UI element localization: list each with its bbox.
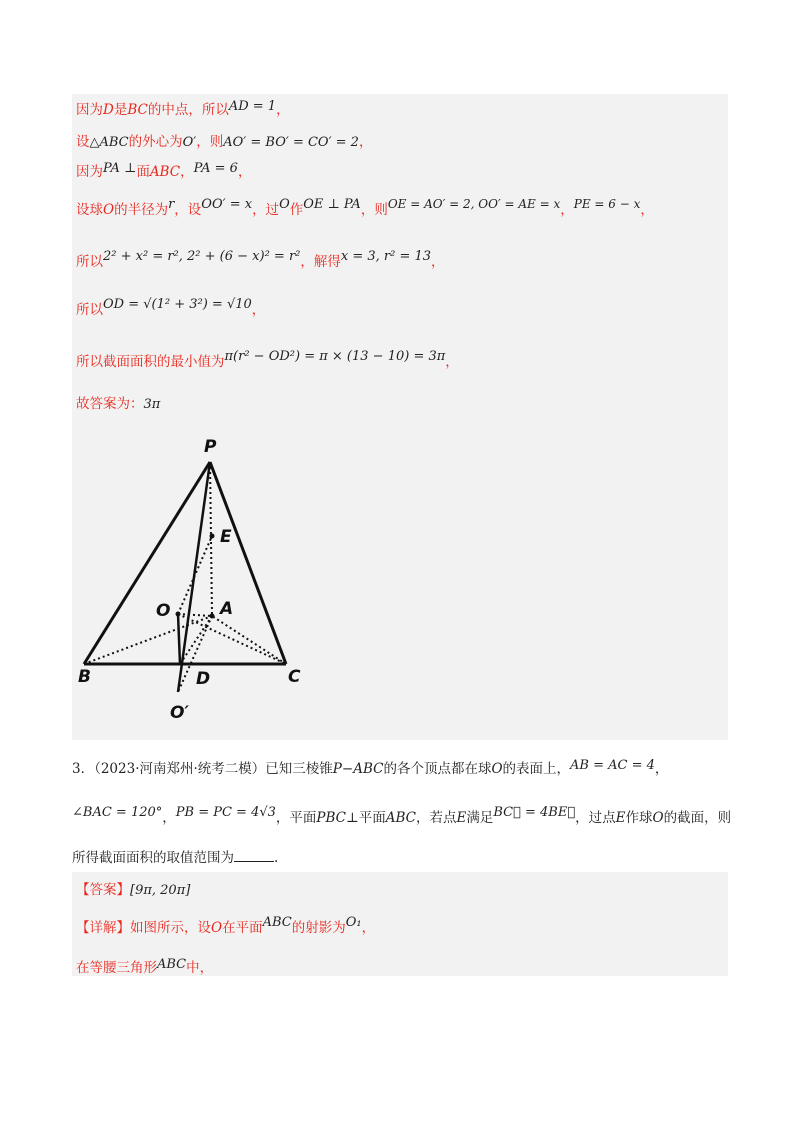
text: ，过 [252, 202, 280, 218]
var: E [456, 810, 467, 826]
text: 所得截面面积的取值范围为 [72, 850, 234, 866]
text: 故答案为： [76, 396, 144, 412]
text: ，过点 [575, 810, 616, 826]
text: ， [654, 761, 669, 777]
text: ，设 [174, 202, 202, 218]
solution-line-2 [76, 130, 372, 150]
text: 在等腰三角形 [76, 960, 157, 976]
text: 所以 [76, 254, 103, 270]
solution-line-8 [76, 392, 160, 412]
math: OO′ = x [201, 197, 253, 212]
text: 因为 [76, 102, 103, 118]
text: ，则 [196, 134, 224, 150]
math: O₁ [345, 915, 362, 930]
point-A [210, 614, 215, 619]
text: 的各个顶点都在球 [383, 761, 492, 777]
answer-line [76, 878, 190, 898]
text: 的中点，所以 [147, 102, 229, 118]
edge-PB [84, 462, 210, 664]
label-O-prime: O′ [170, 703, 189, 723]
math: PA ⊥ [103, 161, 137, 176]
text: 在平面 [222, 920, 263, 936]
text: 所以 [76, 302, 103, 318]
detail-line-1 [76, 916, 375, 936]
solution-line-5 [76, 250, 445, 270]
math: O [279, 197, 290, 212]
label-B: B [78, 667, 91, 687]
text: 因为 [76, 164, 103, 180]
text: 是 [113, 102, 128, 118]
text: ， [276, 102, 290, 118]
question-3-line-3 [72, 846, 278, 866]
text: 满足 [466, 810, 494, 826]
pyramid-figure [72, 430, 372, 730]
var: ABC [385, 810, 416, 826]
var: E [615, 810, 626, 826]
question-source: （2023·河南郑州·统考二模） [94, 761, 266, 777]
math: OE = AO′ = 2, OO′ = AE = x [387, 197, 561, 211]
question-number: 3． [72, 761, 95, 777]
math: OE ⊥ PA [303, 197, 361, 212]
text: 面 [136, 164, 150, 180]
answer-blank [234, 849, 274, 862]
text: ，则 [360, 202, 388, 218]
detail-tag: 【详解】 [76, 920, 130, 936]
math: PE = 6 − x [573, 197, 641, 211]
label-O: O [156, 601, 171, 621]
question-3-line-2 [72, 806, 731, 826]
math: BC⃗ = 4BE⃗ [493, 805, 576, 820]
text: ， [251, 302, 266, 318]
segment-OD [178, 614, 180, 664]
text: ， [445, 354, 459, 370]
label-A: A [220, 599, 234, 619]
text: ， [237, 164, 252, 180]
text: 的半径为 [114, 202, 169, 218]
text: 设球 [76, 202, 103, 218]
var: BC [127, 102, 148, 118]
var: O [211, 920, 223, 936]
text: 如图所示，设 [130, 920, 211, 936]
math: PB = PC = 4√3 [175, 805, 276, 820]
text: 中， [186, 960, 214, 976]
math: ABC [157, 957, 187, 972]
label-P: P [204, 437, 217, 457]
text: ⊥平面 [346, 810, 386, 826]
text: ，若点 [415, 810, 457, 826]
edge-CA [212, 616, 286, 664]
text: ，平面 [275, 810, 317, 826]
point-O [176, 612, 181, 617]
detail-line-2 [76, 956, 213, 976]
question-3-line-1 [72, 757, 668, 777]
text: ， [180, 164, 194, 180]
math: r [168, 197, 175, 212]
var: D [103, 102, 114, 118]
text: 的外心为 [128, 134, 183, 150]
math: x = 3, r² = 13 [340, 249, 432, 264]
text: ， [560, 202, 574, 218]
text: 已知三棱锥 [265, 761, 333, 777]
solution-line-3 [76, 160, 251, 180]
var: O [491, 761, 503, 777]
label-C: C [288, 667, 301, 687]
text: 作 [289, 202, 304, 218]
math: AO′ = BO′ = CO′ = 2 [223, 135, 359, 150]
var: ABC [149, 164, 181, 180]
var: O [652, 810, 664, 826]
label-D: D [196, 669, 211, 689]
math: AB = AC = 4 [570, 758, 655, 773]
math: AD = 1 [228, 99, 277, 114]
text: ， [640, 202, 654, 218]
math: π(r² − OD²) = π × (13 − 10) = 3π [224, 349, 446, 364]
answer-value: 3π [143, 397, 161, 412]
math: ∠BAC = 120° [72, 805, 163, 820]
text: . [274, 850, 279, 866]
answer-value: [9π, 20π] [130, 883, 191, 898]
text: ， [361, 920, 376, 936]
solution-line-1 [76, 98, 290, 118]
math: O′ [182, 135, 197, 150]
text: ， [431, 254, 445, 270]
text: 作球 [625, 810, 653, 826]
point-E [210, 534, 215, 539]
text: 的表面上， [502, 761, 571, 777]
text: ，解得 [300, 254, 341, 270]
text: ， [358, 134, 373, 150]
math: ABC [262, 915, 292, 930]
answer-tag: 【答案】 [76, 882, 130, 898]
math: OD = √(1² + 3²) = √10 [103, 297, 252, 312]
text: ， [162, 810, 176, 826]
var: PBC [316, 810, 346, 826]
label-E: E [220, 527, 232, 547]
edge-PC [210, 462, 286, 664]
math: △ABC [89, 135, 129, 150]
var: O [103, 202, 115, 218]
text: 的截面，则 [663, 810, 732, 826]
solution-line-4 [76, 198, 654, 218]
text: 设 [76, 134, 90, 150]
math: 2² + x² = r², 2² + (6 − x)² = r² [103, 249, 301, 264]
text: 的射影为 [291, 920, 346, 936]
text: 所以截面面积的最小值为 [76, 354, 225, 370]
math: PA = 6 [193, 161, 238, 176]
solution-line-7 [76, 350, 459, 370]
var: P−ABC [332, 761, 384, 777]
solution-line-6 [76, 298, 265, 318]
